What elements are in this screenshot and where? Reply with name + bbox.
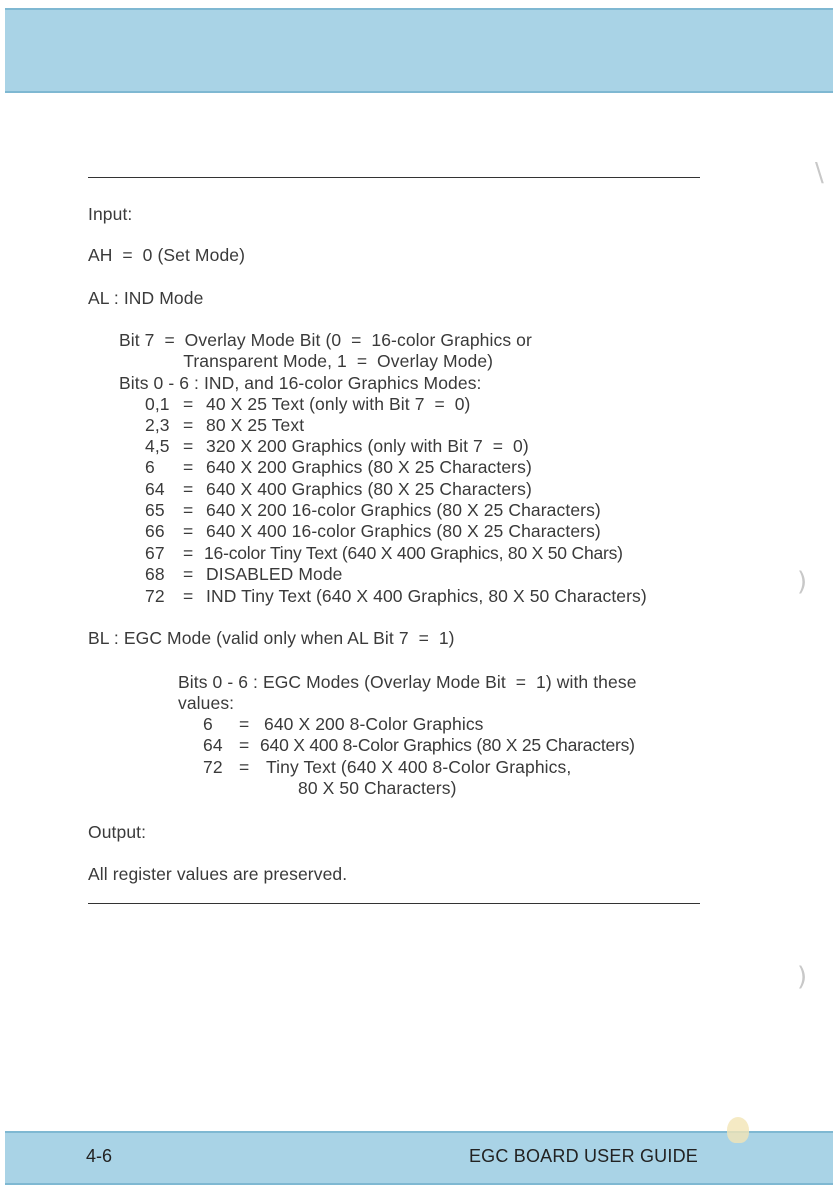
mode-desc: DISABLED Mode	[206, 564, 343, 584]
top-rule	[88, 177, 700, 178]
input-label: Input:	[88, 204, 133, 224]
binder-mark: )	[797, 962, 808, 992]
mode-eq: =	[183, 436, 194, 456]
egc-mode-eq: =	[239, 714, 250, 734]
mode-desc: IND Tiny Text (640 X 400 Graphics, 80 X 50 Characters)	[206, 586, 647, 606]
paper-stain	[727, 1117, 749, 1143]
egc-mode-desc: Tiny Text (640 X 400 8-Color Graphics,	[266, 757, 572, 777]
mode-eq: =	[183, 394, 194, 414]
mode-desc: 640 X 400 16-color Graphics (80 X 25 Characters)	[206, 521, 601, 541]
binder-mark: )	[797, 567, 808, 597]
mode-code: 66	[145, 521, 165, 541]
binder-mark: \	[815, 158, 824, 188]
al-desc-line: Transparent Mode, 1 = Overlay Mode)	[119, 351, 494, 371]
mode-desc: 40 X 25 Text (only with Bit 7 = 0)	[206, 394, 471, 414]
mode-desc: 640 X 200 16-color Graphics (80 X 25 Characters)	[206, 500, 601, 520]
al-desc-line: Bit 7 = Overlay Mode Bit (0 = 16-color Graphics or	[119, 330, 532, 350]
output-label: Output:	[88, 822, 147, 842]
ah-line: AH = 0 (Set Mode)	[88, 245, 246, 265]
mode-code: 4,5	[145, 436, 170, 456]
mode-code: 65	[145, 500, 165, 520]
mode-code: 0,1	[145, 394, 170, 414]
egc-mode-eq: =	[239, 757, 250, 777]
mode-eq: =	[183, 457, 194, 477]
footer-title: EGC BOARD USER GUIDE	[468, 1146, 698, 1166]
bl-line: BL : EGC Mode (valid only when AL Bit 7 = 1)	[88, 628, 455, 648]
egc-mode-eq: =	[239, 735, 250, 755]
egc-mode-code: 64	[203, 735, 223, 755]
mode-eq: =	[183, 479, 194, 499]
mode-eq: =	[183, 543, 194, 563]
egc-mode-code: 6	[203, 714, 213, 734]
mode-code: 6	[145, 457, 155, 477]
egc-mode-code: 72	[203, 757, 223, 777]
egc-mode-desc: 640 X 400 8-Color Graphics (80 X 25 Characters)	[260, 735, 635, 755]
egc-desc-line: values:	[178, 693, 235, 713]
al-line: AL : IND Mode	[88, 288, 204, 308]
mode-eq: =	[183, 564, 194, 584]
mode-eq: =	[183, 586, 194, 606]
mode-code: 67	[145, 543, 165, 563]
mode-code: 72	[145, 586, 165, 606]
header-band	[5, 8, 833, 93]
mode-eq: =	[183, 500, 194, 520]
output-text: All register values are preserved.	[88, 864, 348, 884]
mode-desc: 640 X 400 Graphics (80 X 25 Characters)	[206, 479, 532, 499]
mode-code: 2,3	[145, 415, 170, 435]
al-desc-line: Bits 0 - 6 : IND, and 16-color Graphics Modes:	[119, 373, 482, 393]
page-number: 4-6	[86, 1146, 113, 1166]
mode-desc: 640 X 200 Graphics (80 X 25 Characters)	[206, 457, 532, 477]
mode-desc: 80 X 25 Text	[206, 415, 305, 435]
mode-eq: =	[183, 415, 194, 435]
mode-eq: =	[183, 521, 194, 541]
bottom-rule	[88, 903, 700, 904]
mode-desc: 320 X 200 Graphics (only with Bit 7 = 0)	[206, 436, 529, 456]
mode-desc: 16-color Tiny Text (640 X 400 Graphics, 80 X 50 Chars)	[204, 543, 623, 563]
mode-code: 68	[145, 564, 165, 584]
egc-desc-line: Bits 0 - 6 : EGC Modes (Overlay Mode Bit = 1) with these	[178, 672, 637, 692]
egc-mode-desc-cont: 80 X 50 Characters)	[298, 778, 457, 798]
egc-mode-desc: 640 X 200 8-Color Graphics	[264, 714, 484, 734]
mode-code: 64	[145, 479, 165, 499]
footer-band	[5, 1131, 833, 1185]
